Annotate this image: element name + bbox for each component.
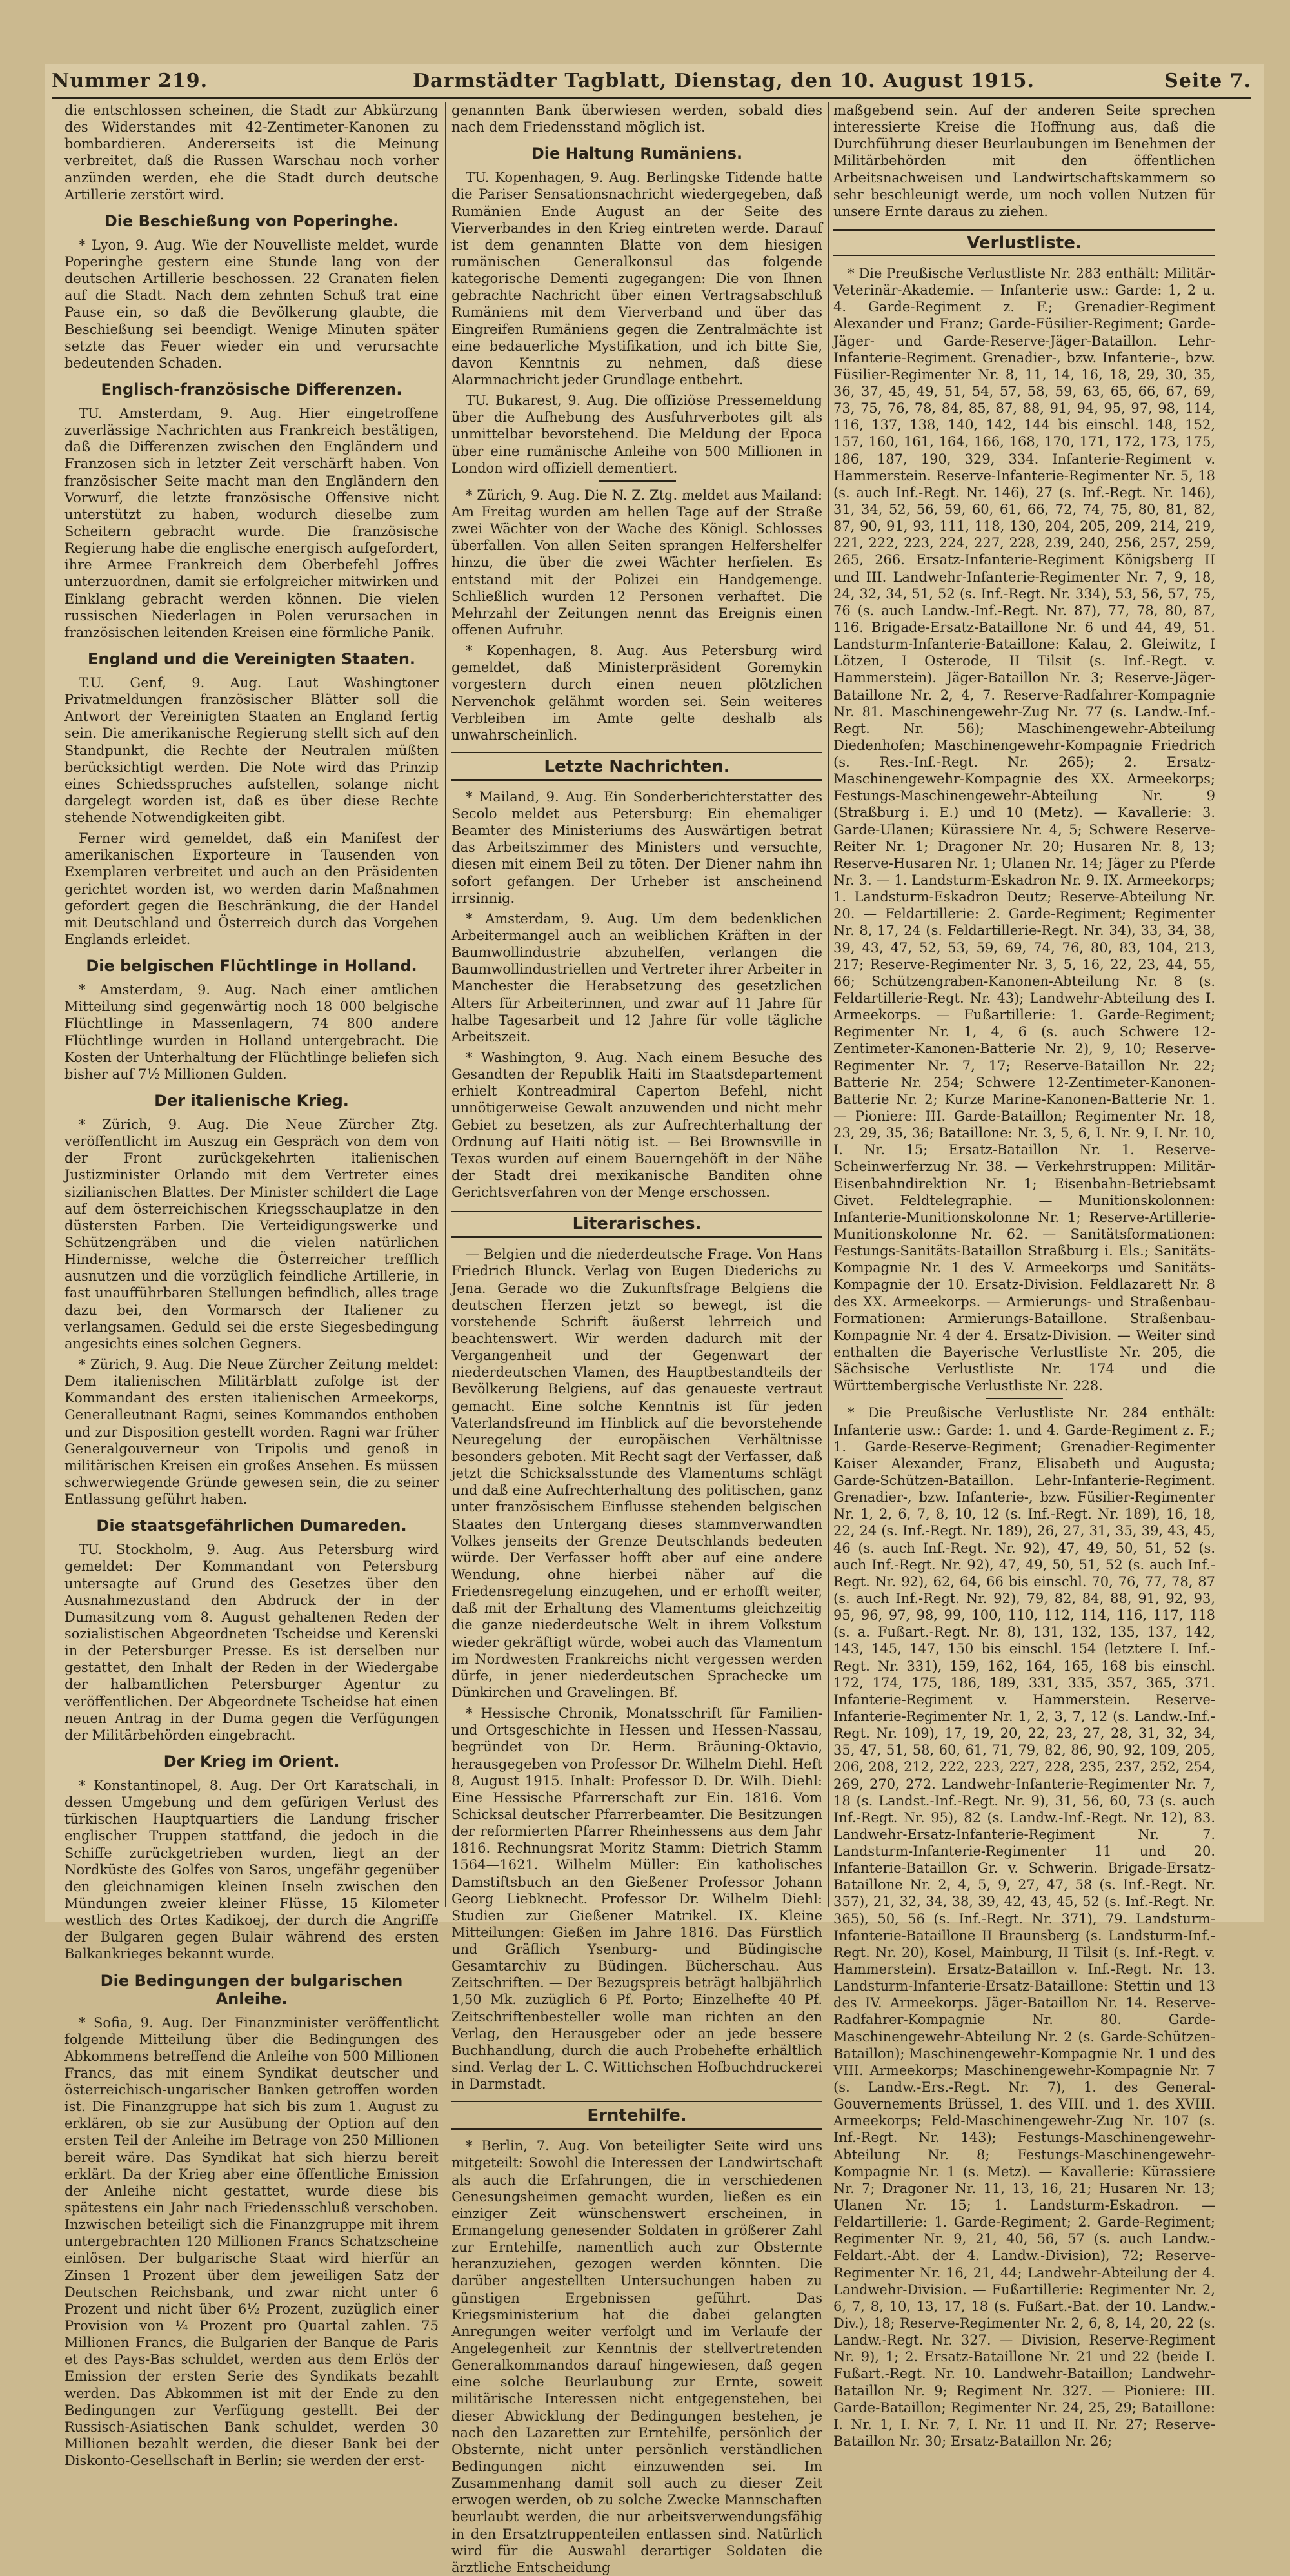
header-rule [52,97,1251,99]
article-paragraph: * Mailand, 9. Aug. Ein Sonderberichterstatter des Secolo meldet aus Petersburg: Ein ehemaliger Beamter des Ministeriums des Auswärtigen betrat das Arbeitszimmer des Ministers und versuchte, diesen mit einem Beil zu töten. Der Diener nahm ihn sofort gefangen. Der Urheber ist anscheinend irrsinnig. [452,789,822,906]
article-headline: Der Krieg im Orient. [163,1752,340,1771]
article-headline: Die staatsgefährlichen Dumareden. [96,1517,407,1535]
column-1 [64,102,439,2469]
article-paragraph: * Die Preußische Verlustliste Nr. 284 enthält: Infanterie usw.: Garde: 1. und 4. Garde-Regiment z. F.; 1. Garde-Reserve-Regiment; Grenadier-Regimenter Kaiser Alexander, Franz, Elisabeth und Augusta; Garde-Schützen-Bataillon. Lehr-Infanterie-Regiment. Grenadier-, bzw. Infanterie-, bzw. Füsilier-Regimenter Nr. 1, 2, 6, 7, 8, 10, 12 (s. Inf.-Regt. Nr. 189), 16, 18, 22, 24 (s. Inf.-Regt. Nr. 189), 26, 27, 31, 35, 39, 43, 45, 46 (s. auch Inf.-Regt. Nr. 92), 47, 49, 50, 51, 52 (s. auch Inf.-Regt. Nr. 92), 47, 49, 50, 51, 52 (s. auch Inf.-Regt. Nr. 92), 62, 64, 66 bis einschl. 70, 76, 77, 78, 87 (s. auch Inf.-Regt. Nr. 92), 79, 82, 84, 88, 91, 92, 93, 95, 96, 97, 98, 99, 100, 110, 112, 114, 116, 117, 118 (s. a. Fußart.-Regt. Nr. 8), 131, 132, 135, 137, 142, 143, 145, 147, 150 bis einschl. 154 (letztere I. Inf.-Regt. Nr. 331), 159, 162, 164, 165, 168 bis einschl. 172, 174, 175, 186, 189, 331, 335, 357, 365, 371. Infanterie-Regiment v. Hammerstein. Reserve-Infanterie-Regimenter Nr. 1, 2, 3, 7, 12 (s. Landw.-Inf.-Regt. Nr. 109), 17, 19, 20, 22, 23, 27, 28, 31, 32, 34, 35, 47, 51, 58, 60, 61, 71, 79, 82, 86, 90, 92, 109, 205, 206, 208, 212, 222, 223, 227, 228, 235, 237, 252, 254, 269, 270, 272. Landwehr-Infanterie-Regimenter Nr. 7, 18 (s. Landst.-Inf.-Regt. Nr. 9), 31, 56, 60, 73 (s. auch Inf.-Regt. Nr. 95), 82 (s. Landw.-Inf.-Regt. Nr. 12), 83. Landwehr-Ersatz-Infanterie-Regiment Nr. 7. Landsturm-Infanterie-Regimenter 11 und 20. Infanterie-Bataillon Gr. v. Schwerin. Brigade-Ersatz-Bataillone Nr. 2, 4, 5, 9, 27, 47, 58 (s. Inf.-Regt. Nr. 357), 21, 32, 34, 38, 39, 42, 43, 45, 52 (s. Inf.-Regt. Nr. 365), 50, 56 (s. Inf.-Regt. Nr. 371), 79. Landsturm-Infanterie-Bataillone II Braunsberg (s. Landsturm-Inf.-Regt. Nr. 20), Kosel, Mainburg, II Tilsit (s. Inf.-Regt. v. Hammerstein). Ersatz-Bataillon v. Inf.-Regt. Nr. 13. Landsturm-Infanterie-Ersatz-Bataillone: Stettin und 13 des IV. Armeekorps. Jäger-Bataillon Nr. 14. Reserve-Radfahrer-Kompagnie Nr. 80. Garde-Maschinengewehr-Abteilung Nr. 2 (s. Garde-Schützen-Bataillon); Maschinengewehr-Kompagnie Nr. 1 und des VIII. Armeekorps; Maschinengewehr-Kompagnie Nr. 7 (s. Landw.-Ers.-Regt. Nr. 7), 1. des General-Gouvernements Brüssel, 1. des VIII. und 1. des XVIII. Armeekorps; Feld-Maschinengewehr-Zug Nr. 107 (s. Inf.-Regt. Nr. 143); Festungs-Maschinengewehr-Abteilung Nr. 8; Festungs-Maschinengewehr-Kompagnie Nr. 1 (s. Metz). — Kavallerie: Kürassiere Nr. 7; Dragoner Nr. 11, 13, 16, 21; Husaren Nr. 13; Ulanen Nr. 15; 1. Landsturm-Eskadron. — Feldartillerie: 1. Garde-Regiment; 2. Garde-Regiment; Regimenter Nr. 9, 21, 40, 56, 57 (s. auch Landw.-Feldart.-Abt. der 4. Landw.-Division), 72; Reserve-Regimenter Nr. 16, 21, 44; Landwehr-Abteilung der 4. Landwehr-Division. — Fußartillerie: Regimenter Nr. 2, 6, 7, 8, 10, 13, 17, 18 (s. Fußart.-Bat. der 10. Landw.-Div.), 18; Reserve-Regimenter Nr. 2, 6, 8, 14, 20, 22 (s. Landw.-Regt. Nr. 327. — Division, Reserve-Regiment Nr. 9), 1; 2. Ersatz-Bataillone Nr. 21 und 22 (beide I. Fußart.-Regt. Nr. 10. Landwehr-Bataillon; Landwehr-Bataillon Nr. 9; Regiment Nr. 327. — Pioniere: III. Garde-Bataillon; Regimenter Nr. 24, 25, 29; Bataillone: I. Nr. 1, I. Nr. 7, I. Nr. 11 und II. Nr. 27; Reserve-Bataillon Nr. 30; Ersatz-Bataillon Nr. 26; [833,1405,1215,2449]
article-paragraph: * Washington, 9. Aug. Nach einem Besuche des Gesandten der Republik Haiti im Staatsdepartement erhielt Kontreadmiral Caperton Befehl, nicht unnötigerweise Gewalt anzuwenden und nicht mehr Gebiet zu besetzen, als zur Aufrechterhaltung der Ordnung auf Haiti nötig ist. — Bei Brownsville in Texas wurden auf einem Bauerngehöft in der Nähe der Stadt drei mexikanische Banditen ohne Gerichtsverfahren von der Menge erschossen. [452,1050,822,1201]
article-paragraph: TU. Amsterdam, 9. Aug. Hier eingetroffene zuverlässige Nachrichten aus Frankreich bestätigen, daß die Differenzen zwischen den Engländern und Franzosen sich in letzter Zeit verschärft haben. Von französischer Seite macht man den Engländern den Vorwurf, die letzte französische Offensive nicht unterstützt zu haben, wodurch dieselbe zum Scheitern gebracht wurde. Die französische Regierung habe die englische energisch aufgefordert, ihre Armee Frankreich dem Oberbefehl Joffres unterzuordnen, damit sie erfolgreicher mitwirken und Einklang gebracht werden können. Die vielen russischen Niederlagen in Polen verursachen in französischen leitenden Kreisen eine förmliche Panik. [64,405,439,640]
section-heading: Literarisches. [452,1210,822,1238]
section-heading: Letzte Nachrichten. [452,752,822,781]
column-3 [833,102,1215,2449]
article-paragraph: * Zürich, 9. Aug. Die N. Z. Ztg. meldet aus Mailand: Am Freitag wurden am hellen Tage auf der Straße zwei Wächter von der Wache des Königl. Schlosses überfallen. Von allen Seiten sprangen Helfershelfer hinzu, die über die zwei Wächter herfielen. Es entstand mit der Polizei ein Handgemenge. Schließlich wurden 12 Personen verhaftet. Die Mehrzahl der Zeitungen nennt das Ereignis einen offenen Aufruhr. [452,487,822,638]
article-paragraph: * Amsterdam, 9. Aug. Nach einer amtlichen Mitteilung sind gegenwärtig noch 18 000 belgische Flüchtlinge in Massenlagern, 74 800 andere Flüchtlinge wurden in Holland untergebracht. Die Kosten der Unterhaltung der Flüchtlinge beliefen sich bisher auf 7½ Millionen Gulden. [64,982,439,1082]
article-paragraph: die entschlossen scheinen, die Stadt zur Abkürzung des Widerstandes mit 42-Zentimeter-Kanonen zu bombardieren. Andererseits ist die Meinung verbreitet, daß die Russen Warschau noch vorher anzünden werden, ehe die Stadt durch deutsche Artillerie zerstört wird. [64,103,439,202]
newspaper-masthead: Darmstädter Tagblatt, Dienstag, den 10. August 1915. [413,70,1035,92]
article-paragraph: * Hessische Chronik, Monatsschrift für Familien- und Ortsgeschichte in Hessen und Hessen-Nassau, begründet von Dr. Herm. Bräuning-Oktavio, herausgegeben von Professor Dr. Wilhelm Diehl. Heft 8, August 1915. Inhalt: Professor D. Dr. Wilh. Diehl: Eine Hessische Pfarrerschaft zur Ein. 1816. Vom Schicksal deutscher Pfarrerbeamter. Die Besitzungen der reformierten Pfarrer Rheinhessens aus dem Jahr 1816. Rechnungsrat Moritz Stamm: Dietrich Stamm 1564—1621. Wilhelm Müller: Ein katholisches Damstiftsbuch an den Gießener Professor Johann Georg Liebknecht. Professor Dr. Wilhelm Diehl: Studien zur Gießener Matrikel. IX. Kleine Mitteilungen: Gießen im Jahre 1816. Das Fürstlich und Gräflich Ysenburg- und Büdingische Gesamtarchiv zu Büdingen. Bücherschau. Aus Zeitschriften. — Der Bezugspreis beträgt halbjährlich 1,50 Mk. zuzüglich 6 Pf. Porto; Einzelhefte 40 Pf. Zeitschriftenbesteller wolle man richten an den Verlag, den Herausgeber oder an jede bessere Buchhandlung, durch die auch Probehefte erhältlich sind. Verlag der L. C. Wittichschen Hofbuchdruckerei in Darmstadt. [452,1706,822,2092]
section-heading: Verlustliste. [833,229,1215,257]
article-headline: Der italienische Krieg. [154,1092,349,1110]
article-paragraph: * Zürich, 9. Aug. Die Neue Zürcher Ztg. veröffentlicht im Auszug ein Gespräch von dem von der Front zurückgekehrten italienischen Justizminister Orlando mit dem Vertreter eines sizilianischen Blattes. Der Minister schildert die Lage auf dem österreichischen Kriegsschauplatze in den düstersten Farben. Die Verteidigungswerke und Schützengräben und die vielen natürlichen Hindernisse, welche die Österreicher trefflich ausnutzen und die vorzüglich feindliche Artillerie, in fast unaufführbaren Stellungen befindlich, alles trage dazu bei, den Vormarsch der Italiener zu verlangsamen. Geduld sei die erste Siegesbedingung angesichts eines solchen Gegners. [64,1117,439,1352]
separator-rule [599,480,676,482]
section-heading: Erntehilfe. [452,2101,822,2130]
article-paragraph: * Lyon, 9. Aug. Wie der Nouvelliste meldet, wurde Poperinghe gestern eine Stunde lang von der deutschen Artillerie beschossen. 22 Granaten fielen auf die Stadt. Nach dem zehnten Schuß trat eine Pause ein, so daß die Bevölkerung glaubte, die Beschießung sei beendigt. Wenige Minuten später setzte das Feuer wieder ein und verursachte bedeutenden Schaden. [64,237,439,371]
page-header [52,70,1251,95]
article-headline: Die Beschießung von Poperinghe. [104,211,399,230]
article-paragraph: * Berlin, 7. Aug. Von beteiligter Seite wird uns mitgeteilt: Sowohl die Interessen der Landwirtschaft als auch die Erfahrungen, die in verschiedenen Genesungsheimen gemacht wurden, ließen es ein einziger Zeit wünschenswert erscheinen, in Ermangelung genesender Soldaten in größerer Zahl zur Erntehilfe, namentlich auch zur Obsternte heranzuziehen, gezogen werden könnten. Die darüber angestellten Untersuchungen haben zu günstigen Ergebnissen geführt. Das Kriegsministerium hat die dabei gelangten Anregungen weiter verfolgt und im Verlaufe der Angelegenheit zur Kenntnis der stellvertretenden Generalkommandos darauf hingewiesen, daß gegen eine solche Beurlaubung zur Ernte, soweit militärische Interessen nicht entgegenstehen, bei dieser Abwicklung der Bedingungen bestehen, je nach den Lazaretten zur Erntehilfe, persönlich der Obsternte, nicht unter persönlich verständlichen Bedingungen nicht einzuwenden sei. Im Zusammenhang damit soll auch zu dieser Zeit erwogen werden, ob zu solche Zwecke Mannschaften beurlaubt werden, die nur arbeitsverwendungsfähig in den Ersatztruppenteilen entlassen sind. Natürlich wird für die Auswahl derartiger Soldaten die ärztliche Entscheidung [452,2138,822,2575]
article-headline: Englisch-französische Differenzen. [101,380,402,398]
article-paragraph: Ferner wird gemeldet, daß ein Manifest der amerikanischen Exporteure in Tausenden von Exemplaren verbreitet und auch an den Präsidenten gerichtet worden ist, wo werden darin Maßnahmen gefordert gegen die Beschränkung, die der Handel mit Deutschland und Österreich durch das Vorgehen Englands erleidet. [64,831,439,948]
article-paragraph: * Zürich, 9. Aug. Die Neue Zürcher Zeitung meldet: Dem italienischen Militärblatt zufolge ist der Kommandant des ersten italienischen Armeekorps, Generalleutnant Ragni, seines Kommandos enthoben und zur Disposition gestellt worden. Ragni war früher Generalgouverneur von Tripolis und genoß in militärischen Kreisen ein großes Ansehen. Es müssen schwerwiegende Gründe gewesen sein, die zu seiner Entlassung geführt haben. [64,1357,439,1508]
separator-rule [986,1398,1063,1399]
column-divider [445,102,446,1907]
article-headline: Die Haltung Rumäniens. [531,144,743,163]
column-2 [452,102,822,2575]
article-paragraph: TU. Stockholm, 9. Aug. Aus Petersburg wird gemeldet: Der Kommandant von Petersburg untersagte auf Grund des Gesetzes über den Ausnahmezustand den Abdruck der in der Dumasitzung vom 8. August gehaltenen Reden der sozialistischen Abgeordneten Tscheidse und Kerenski in der Petersburger Presse. Es ist derselben nur gestattet, den Inhalt der Reden in der Wiedergabe der halbamtlichen Petersburger Agentur zu veröffentlichen. Der Abgeordnete Tscheidse hat einen neuen Antrag in der Duma gegen die Verfügungen der Militärbehörden eingebracht. [64,1542,439,1743]
article-paragraph: TU. Kopenhagen, 9. Aug. Berlingske Tidende hatte die Pariser Sensationsnachricht wiedergegeben, daß Rumänien Ende August an der Seite des Vierverbandes in den Krieg eintreten werde. Darauf ist dem genannten Blatte von dem hiesigen rumänischen Generalkonsul das folgende kategorische Dementi zugegangen: Die von Ihnen gebrachte Nachricht über einen Vertragsabschluß Rumäniens mit dem Vierverband und über das Eingreifen Rumäniens gegen die Zentralmächte ist eine bedauerliche Mystifikation, und ich bitte Sie, davon Kenntnis zu nehmen, daß diese Alarmnachricht jeder Grundlage entbehrt. [452,170,822,388]
article-paragraph: * Kopenhagen, 8. Aug. Aus Petersburg wird gemeldet, daß Ministerpräsident Goremykin vorgestern durch einen neuen plötzlichen Nervenchok gelähmt worden sei. Sein weiteres Verbleiben im Amte gelte deshalb als unwahrscheinlich. [452,643,822,743]
article-headline: Die belgischen Flüchtlinge in Holland. [86,957,417,976]
article-headline: England und die Vereinigten Staaten. [87,649,416,668]
article-paragraph: * Die Preußische Verlustliste Nr. 283 enthält: Militär-Veterinär-Akademie. — Infanterie usw.: Garde: 1, 2 u. 4. Garde-Regiment z. F.; Grenadier-Regiment Alexander und Franz; Garde-Füsilier-Regiment; Garde-Jäger- und Garde-Reserve-Jäger-Bataillon. Lehr-Infanterie-Regiment. Grenadier-, bzw. Infanterie-, bzw. Füsilier-Regimenter Nr. 8, 11, 14, 16, 18, 29, 30, 35, 36, 37, 45, 49, 51, 54, 57, 58, 59, 63, 65, 66, 67, 69, 73, 75, 76, 78, 84, 85, 87, 88, 91, 94, 95, 97, 98, 114, 116, 137, 138, 140, 142, 144 bis einschl. 148, 152, 157, 160, 161, 164, 166, 168, 170, 171, 172, 173, 175, 186, 187, 190, 329, 334. Infanterie-Regiment v. Hammerstein. Reserve-Infanterie-Regimenter Nr. 5, 18 (s. auch Inf.-Regt. Nr. 146), 27 (s. Inf.-Regt. Nr. 146), 31, 34, 52, 56, 59, 60, 61, 66, 72, 74, 75, 80, 81, 82, 87, 90, 91, 93, 111, 118, 130, 204, 205, 209, 214, 219, 221, 222, 223, 224, 227, 228, 239, 240, 256, 257, 259, 265, 266. Ersatz-Infanterie-Regiment Königsberg II und III. Landwehr-Infanterie-Regimenter Nr. 7, 9, 18, 24, 32, 34, 51, 52 (s. Inf.-Regt. Nr. 334), 53, 56, 57, 75, 76 (s. auch Landw.-Inf.-Regt. Nr. 87), 77, 78, 80, 87, 116. Brigade-Ersatz-Bataillone Nr. 6 und 44, 49, 51. Landsturm-Infanterie-Bataillone: Kalau, 2. Gleiwitz, I Lötzen, I Osterode, II Tilsit (s. Inf.-Regt. v. Hammerstein). Jäger-Bataillon Nr. 3; Reserve-Jäger-Bataillone Nr. 2, 4, 7. Reserve-Radfahrer-Kompagnie Nr. 81. Maschinengewehr-Zug Nr. 77 (s. Landw.-Inf.-Regt. Nr. 56); Maschinengewehr-Abteilung Diedenhofen; Maschinengewehr-Kompagnie Friedrich (s. Res.-Inf.-Regt. Nr. 265); 2. Ersatz-Maschinengewehr-Kompagnie des XX. Armeekorps; Festungs-Maschinengewehr-Abteilung Nr. 9 (Straßburg i. E.) und 10 (Metz). — Kavallerie: 3. Garde-Ulanen; Kürassiere Nr. 4, 5; Schwere Reserve-Reiter Nr. 1; Dragoner Nr. 20; Husaren Nr. 8, 13; Reserve-Husaren Nr. 1; Ulanen Nr. 14; Jäger zu Pferde Nr. 3. — 1. Landsturm-Eskadron Nr. 9. IX. Armeekorps; 1. Landsturm-Eskadron Deutz; Reserve-Abteilung Nr. 20. — Feldartillerie: 2. Garde-Regiment; Regimenter Nr. 8, 17, 24 (s. Feldartillerie-Regt. Nr. 34), 33, 34, 38, 39, 43, 47, 52, 53, 59, 69, 74, 76, 80, 83, 104, 213, 217; Reserve-Regimenter Nr. 3, 5, 16, 22, 23, 44, 55, 66; Schützengraben-Kanonen-Abteilung Nr. 8 (s. Feldartillerie-Regt. Nr. 43); Landwehr-Abteilung des I. Armeekorps. — Fußartillerie: 1. Garde-Regiment; Regimenter Nr. 1, 4, 6 (s. auch Schwere 12-Zentimeter-Kanonen-Batterie Nr. 2), 9, 10; Reserve-Regimenter Nr. 7, 17; Reserve-Bataillon Nr. 22; Batterie Nr. 254; Schwere 12-Zentimeter-Kanonen-Batterie Nr. 2; Kurze Marine-Kanonen-Batterie Nr. 1. — Pioniere: III. Garde-Bataillon; Regimenter Nr. 18, 23, 29, 35, 36; Bataillone: Nr. 3, 5, 6, I. Nr. 9, I. Nr. 10, I. Nr. 15; Ersatz-Bataillon Nr. 1. Reserve-Scheinwerferzug Nr. 38. — Verkehrstruppen: Militär-Eisenbahndirektion Nr. 1; Eisenbahn-Betriebsamt Givet. Feldtelegraphie. — Munitionskolonnen: Infanterie-Munitionskolonne Nr. 1; Reserve-Artillerie-Munitionskolonne Nr. 62. — Sanitätsformationen: Festungs-Sanitäts-Bataillon Straßburg i. Els.; Sanitäts-Kompagnie Nr. 1 des V. Armeekorps und Sanitäts-Kompagnie der 10. Ersatz-Division. Feldlazarett Nr. 8 des XX. Armeekorps. — Armierungs- und Straßenbau-Formationen: Armierungs-Bataillone. Straßenbau-Kompagnie Nr. 4 der 4. Ersatz-Division. — Weiter sind enthalten die Bayerische Verlustliste Nr. 205, die Sächsische Verlustliste Nr. 174 und die Württembergische Verlustliste Nr. 228. [833,265,1215,1394]
article-headline: Die Bedingungen der bulgarischen Anleihe. [100,1971,403,2008]
article-paragraph: genannten Bank überwiesen werden, sobald dies nach dem Friedensstand möglich ist. [452,103,822,135]
article-paragraph: — Belgien und die niederdeutsche Frage. Von Hans Friedrich Blunck. Verlag von Eugen Diederichs zu Jena. Gerade wo die Zukunftsfrage Belgiens die deutschen Herzen jetzt so bewegt, ist die vorstehende Schrift äußerst lehrreich und beachtenswert. Wir werden dadurch mit der Vergangenheit und der Gegenwart der niederdeutschen Vlamen, des Hauptbestandteils der Bevölkerung Belgiens, auf das genaueste vertraut gemacht. Eine solche Kenntnis ist für jeden Vaterlandsfreund im Hinblick auf die bevorstehende Neuregelung der europäischen Verhältnisse besonders geboten. Mit Recht sagt der Verfasser, daß jetzt die Schicksalsstunde des Vlamentums schlägt und daß eine Aufrechterhaltung des politischen, ganz unter französischem Einflusse stehenden belgischen Staates den Untergang dieses stammverwandten Volkes jenseits der Grenze Deutschlands bedeuten würde. Der Verfasser hofft aber auf eine andere Wendung, ohne hierbei näher auf die Friedensregelung einzugehen, und er erhofft weiter, daß mit der Erhaltung des Vlamentums gleichzeitig die ganze niederdeutsche Welt in ihrem Volkstum wieder gekräftigt würde, wobei auch das Vlamentum im Nordwesten Frankreichs nicht vergessen werden dürfe, in jener niederdeutschen Sprachecke um Dünkirchen und Gravelingen. Bf. [452,1246,822,1700]
column-divider [828,102,829,1907]
article-paragraph: T.U. Genf, 9. Aug. Laut Washingtoner Privatmeldungen französischer Blätter soll die Antwort der Vereinigten Staaten an England fertig sein. Die amerikanische Regierung stellt sich auf den Standpunkt, die Rechte der Neutralen müßten berücksichtigt werden. Die Note wird das Prinzip eines Schiedsspruches aufstellen, solange nicht dargelegt worden ist, daß es über diese Rechte stehende Notwendigkeiten gibt. [64,674,439,826]
page-number: Seite 7. [1164,70,1251,92]
article-paragraph: * Konstantinopel, 8. Aug. Der Ort Karatschali, in dessen Umgebung und dem gefürigen Verlust des türkischen Hauptquartiers die Landung frischer englischer Truppen stattfand, die jedoch in die Schiffe zurückgetrieben wurden, liegt an der Nordküste des Golfes von Saros, ungefähr gegenüber den gleichnamigen kleinen Inseln zwischen den Mündungen zweier kleiner Flüsse, 15 Kilometer westlich des Ortes Kadikoej, der durch die Angriffe der Bulgaren gegen Bulair während des ersten Balkankrieges bekannt wurde. [64,1777,439,1962]
article-paragraph: maßgebend sein. Auf der anderen Seite sprechen interessierte Kreise die Hoffnung aus, daß die Durchführung dieser Beurlaubungen im Benehmen der Militärbehörden mit den öffentlichen Arbeitsnachweisen und Landwirtschaftskammern so sehr beschleunigt werde, um noch vollen Nutzen für unsere Ernte daraus zu ziehen. [833,103,1215,219]
article-paragraph: TU. Bukarest, 9. Aug. Die offiziöse Pressemeldung über die Aufhebung des Ausfuhrverbotes gilt als unmittelbar bevorstehend. Die Meldung der Epoca über eine rumänische Anleihe von 500 Millionen in London wird offiziell dementiert. [452,393,822,476]
article-paragraph: * Amsterdam, 9. Aug. Um dem bedenklichen Arbeitermangel auch an weiblichen Kräften in der Baumwollindustrie abzuhelfen, verlangen die Baumwollindustriellen und Vertreter ihrer Arbeiter in Manchester die Herabsetzung des gesetzlichen Alters für Arbeiterinnen, und zwar auf 11 Jahre für halbe Tagesarbeit und 12 Jahre für volle tägliche Arbeitszeit. [452,910,822,1045]
issue-number: Nummer 219. [52,70,208,92]
article-paragraph: * Sofia, 9. Aug. Der Finanzminister veröffentlicht folgende Mitteilung über die Bedingungen des Abkommens betreffend die Anleihe von 500 Millionen Francs, das mit einem Syndikat deutscher und österreichisch-ungarischer Banken getroffen worden ist. Die Finanzgruppe hat sich bis zum 1. August zu erklären, ob sie zur Ausübung der Option auf den ersten Teil der Anleihe im Betrage von 250 Millionen bereit wäre. Das Syndikat hat sich hierzu bereit erklärt. Da der Krieg aber eine öffentliche Emission der Anleihe nicht gestattet, wurde diese bis spätestens ein Jahr nach Friedensschluß verschoben. Inzwischen beteiligt sich die Finanzgruppe mit ihrem untergebrachten 120 Millionen Francs Schatzscheine einlösen. Der bulgarische Staat wird hierfür an Zinsen 1 Prozent über dem jeweiligen Satz der Deutschen Reichsbank, und zwar nicht unter 6 Prozent und nicht über 6½ Prozent, zuzüglich einer Provision von ¼ Prozent pro Quartal zahlen. 75 Millionen Francs, die Bulgarien der Banque de Paris et des Pays-Bas schuldet, werden aus dem Erlös der Emission der ersten Serie des Syndikats bezahlt werden. Das Abkommen ist mit der Ende zu den Bedingungen zur Verfügung gestellt. Bei der Russisch-Asiatischen Bank schuldet, werden 30 Millionen bezahlt werden, die dieser Bank bei der Diskonto-Gesellschaft in Berlin; sie werden der erst- [64,2014,439,2469]
